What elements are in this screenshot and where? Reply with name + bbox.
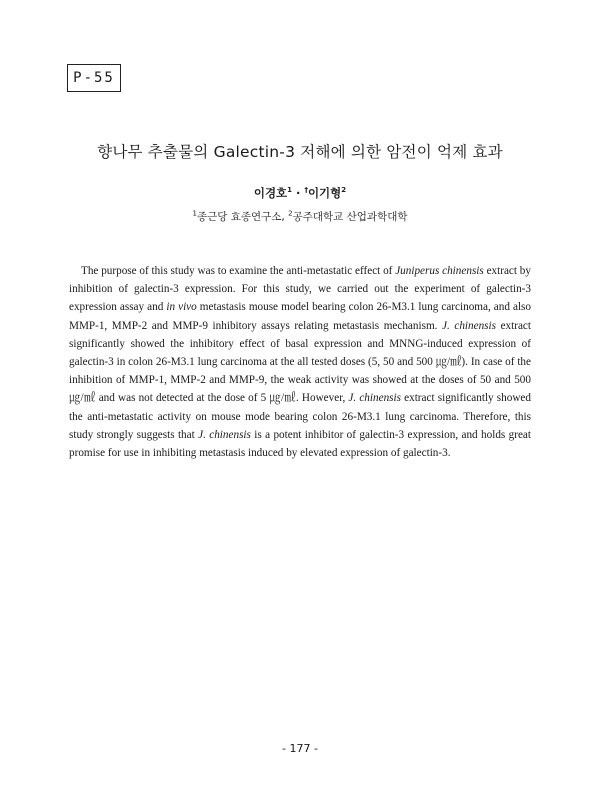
in-vivo-term: in vivo: [166, 301, 197, 314]
poster-id-box: [67, 64, 121, 92]
abstract-paragraph: [69, 262, 531, 462]
species-name: Juniperus chinensis: [395, 265, 484, 277]
paper-title: 향나무 추출물의 Galectin-3 저해에 의한 암전이 억제 효과: [97, 143, 503, 161]
page-number: - 177 -: [282, 742, 318, 755]
affiliation-line: [40, 209, 560, 224]
species-abbrev: J. chinensis: [442, 319, 496, 332]
affiliation-2-superscript: 2: [288, 209, 293, 218]
affiliation-1: 종근당 효종연구소,: [196, 211, 289, 223]
affiliation-1-superscript: 1: [192, 209, 197, 218]
author-line: [40, 185, 560, 201]
abstract-text: The purpose of this study was to examine the anti-metastatic effect of: [81, 265, 396, 277]
species-abbrev: J. chinensis: [348, 392, 401, 405]
author-2: 이기형: [307, 186, 342, 200]
species-abbrev: J. chinensis: [198, 428, 251, 441]
abstract-text: is a potent inhibitor of galectin-3 expression, and holds great promise for use in inhibiting metastasis induced by elevated expression of galectin-3.: [69, 428, 532, 460]
author-1-superscript: 1: [287, 186, 293, 195]
poster-id: P-55: [73, 70, 115, 86]
author-1: 이경호: [253, 186, 288, 200]
author-2-superscript: 2: [341, 186, 347, 195]
abstract-text: extract significantly showed the anti-metastatic activity on mouse mode bearing colon 26-M3.1 lung carcinoma. Therefore, this study strongly suggests that: [69, 392, 531, 441]
abstract-text: extract significantly showed the inhibitory effect of basal expression and MNNG-induced expression of galectin-3 in colon 26-M3.1 lung carcinoma at the all tested doses (5, 50 and 500 ㎍/㎖). In case of the inhibition of MMP-1, MMP-2 and MMP-9, the weak activity was showed at the doses of 50 and 500 ㎍/㎖ and was not detected at the dose of 5 ㎍/㎖. However,: [69, 319, 532, 405]
abstract-text: extract by inhibition of galectin-3 expression. For this study, we carried out the experiment of galectin-3 expression assay and: [69, 265, 531, 314]
corresponding-mark: †: [304, 186, 308, 195]
affiliation-2: 공주대학교 산업과학대학: [292, 211, 408, 223]
author-separator: ·: [292, 186, 305, 200]
abstract-text: metastasis mouse model bearing colon 26-M3.1 lung carcinoma, and also MMP-1, MMP-2 and MMP-9 inhibitory assays relating metastasis mechanism.: [69, 301, 532, 332]
